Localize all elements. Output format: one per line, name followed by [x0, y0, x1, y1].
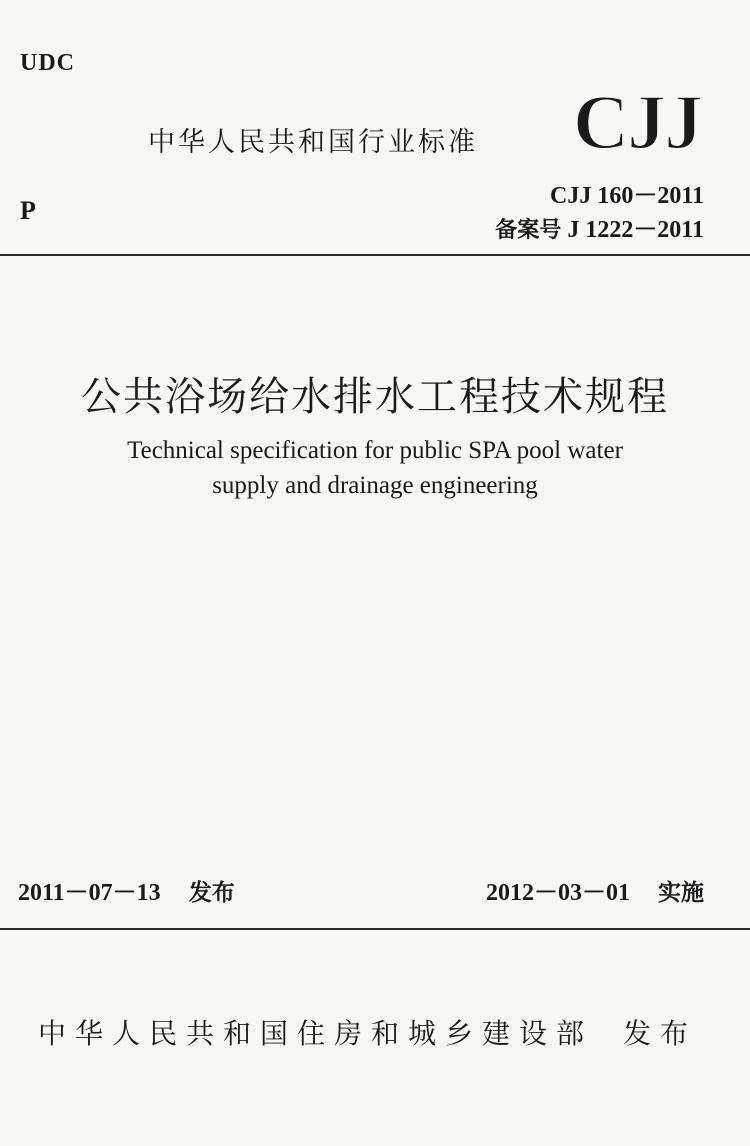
cjj-logo-text: CJJ: [572, 82, 702, 158]
cjj-logo: [566, 82, 708, 158]
title-english: [0, 433, 750, 503]
implement-date-line: [486, 872, 704, 907]
top-divider: [0, 254, 750, 256]
industry-standard-heading: 中华人民共和国行业标准: [148, 127, 478, 158]
standard-number: CJJ 160－2011: [549, 183, 704, 209]
title-english-line-2: supply and drainage engineering: [212, 472, 538, 499]
title-chinese: 公共浴场给水排水工程技术规程: [81, 374, 669, 420]
udc-label: UDC: [20, 50, 75, 76]
issuer-label: 发布: [623, 1017, 698, 1050]
issuer-line: [38, 1012, 697, 1052]
issue-label: 发布: [188, 880, 235, 906]
issue-date: 2011－07－13: [18, 880, 161, 906]
implement-date: 2012－03－01: [486, 880, 630, 906]
issue-date-line: [18, 872, 235, 907]
record-label: 备案号: [495, 218, 562, 243]
record-number-line: [495, 209, 704, 244]
bottom-divider: [0, 928, 750, 930]
classification-code: P: [20, 196, 36, 225]
record-number: J 1222－2011: [567, 217, 704, 243]
title-english-line-1: Technical specification for public SPA pool water: [127, 437, 623, 464]
issuer-name: 中华人民共和国住房和城乡建设部: [38, 1017, 594, 1050]
implement-label: 实施: [658, 880, 704, 906]
